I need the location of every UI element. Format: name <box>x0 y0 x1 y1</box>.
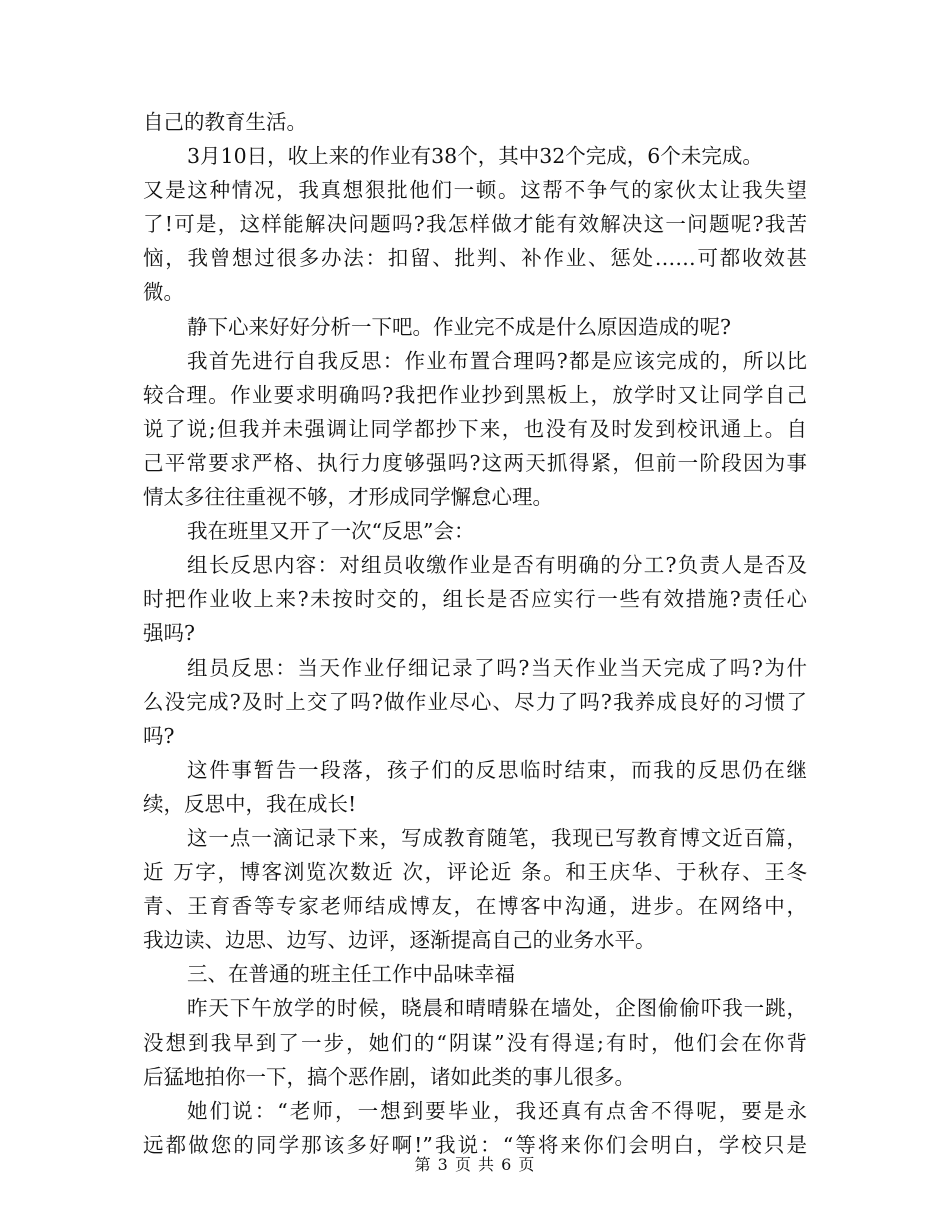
text-line: 组长反思内容：对组员收缴作业是否有明确的分工?负责人是否及 <box>187 553 807 578</box>
text-line: 时把作业收上来?未按时交的，组长是否应实行一些有效措施?责任心 <box>143 587 807 612</box>
text-line: 青、王育香等专家老师结成博友，在博客中沟通，进步。在网络中， <box>143 894 807 919</box>
text-line: 吗? <box>143 723 175 748</box>
text-line: 情太多往往重视不够，才形成同学懈怠心理。 <box>143 485 553 510</box>
text-line: 较合理。作业要求明确吗?我把作业抄到黑板上，放学时又让同学自己 <box>143 382 807 407</box>
page-number-footer: 第 3 页 共 6 页 <box>414 1155 536 1174</box>
text-line: 她们说：“老师，一想到要毕业，我还真有点舍不得呢，要是永 <box>187 1098 807 1123</box>
text-line: 强吗? <box>143 621 195 646</box>
text-line: 组员反思：当天作业仔细记录了吗?当天作业当天完成了吗?为什 <box>187 655 807 680</box>
text-line: 昨天下午放学的时候，晓晨和晴晴躲在墙处，企图偷偷吓我一跳， <box>187 996 807 1021</box>
text-line: 我首先进行自我反思：作业布置合理吗?都是应该完成的，所以比 <box>187 348 807 373</box>
text-line: 又是这种情况，我真想狠批他们一顿。这帮不争气的家伙太让我失望 <box>143 178 807 203</box>
text-line: 3月10日，收上来的作业有38个，其中32个完成，6个未完成。 <box>187 144 763 169</box>
document-body <box>143 105 807 1162</box>
text-line: 己平常要求严格、执行力度够强吗?这两天抓得紧，但前一阶段因为事 <box>143 450 807 475</box>
text-line: 续，反思中，我在成长! <box>143 791 357 816</box>
text-line: 了!可是，这样能解决问题吗?我怎样做才能有效解决这一问题呢?我苦 <box>143 212 807 237</box>
text-line: 微。 <box>143 280 184 305</box>
section-heading: 三、在普通的班主任工作中品味幸福 <box>187 962 515 987</box>
text-line: 这一点一滴记录下来，写成教育随笔，我现已写教育博文近百篇， <box>187 825 807 850</box>
text-line: 远都做您的同学那该多好啊!”我说：“等将来你们会明白，学校只是 <box>143 1132 807 1157</box>
text-line: 说了说;但我并未强调让同学都抄下来，也没有及时发到校讯通上。自 <box>143 416 807 441</box>
text-line: 静下心来好好分析一下吧。作业完不成是什么原因造成的呢? <box>187 314 731 339</box>
text-line: 自己的教育生活。 <box>143 110 307 134</box>
text-line: 这件事暂告一段落，孩子们的反思临时结束，而我的反思仍在继 <box>187 757 807 782</box>
text-line: 我边读、边思、边写、边评，逐渐提高自己的业务水平。 <box>143 928 656 953</box>
text-line: 么没完成?及时上交了吗?做作业尽心、尽力了吗?我养成良好的习惯了 <box>143 689 807 714</box>
text-line: 恼，我曾想过很多办法：扣留、批判、补作业、惩处……可都收效甚 <box>143 246 807 271</box>
text-line: 没想到我早到了一步，她们的“阴谋”没有得逞;有时，他们会在你背 <box>143 1030 807 1055</box>
text-line: 我在班里又开了一次“反思”会： <box>187 519 475 544</box>
text-line: 后猛地拍你一下，搞个恶作剧，诸如此类的事儿很多。 <box>143 1064 635 1089</box>
text-line: 近 万字，博客浏览次数近 次，评论近 条。和王庆华、于秋存、王冬 <box>143 860 807 885</box>
